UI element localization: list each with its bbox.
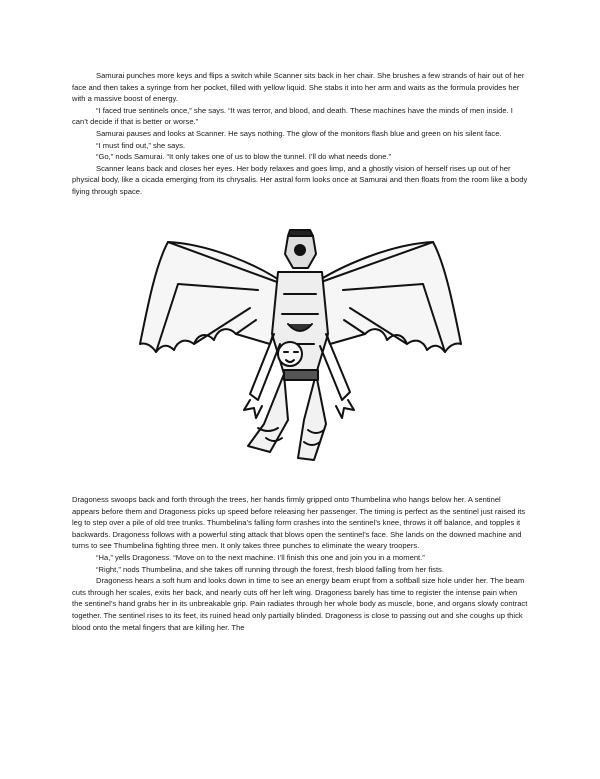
paragraph: Samurai punches more keys and flips a switch while Scanner sits back in her chair. She brushes a few strands of hair out of her face and then takes a syringe from her pocket, filled with yellow liquid. She stabs it into her arm and waits as the formula provides her with a massive boost of energy. [72, 71, 525, 104]
paragraph: “Go,” nods Samurai. “It only takes one of us to blow the tunnel. I’ll do what needs done.” [96, 152, 392, 162]
top-text-block [72, 70, 528, 198]
winged-figure-illustration [138, 224, 463, 486]
bottom-text-block [72, 494, 528, 633]
paragraph: Samurai pauses and looks at Scanner. He says nothing. The glow of the monitors flash blue and green on his silent face. [96, 128, 502, 138]
paragraph: “Ha,” yells Dragoness. “Move on to the next machine. I’ll finish this one and join you in a moment.” [96, 552, 425, 562]
paragraph: Scanner leans back and closes her eyes. Her body relaxes and goes limp, and a ghostly vision of herself rises up out of her physical body, like a cicada emerging from its chrysalis. Her astral form looks once at Samurai and then floats from the room like a body flying through space. [72, 163, 528, 196]
paragraph: “Right,” nods Thumbelina, and she takes off running through the forest, fresh blood falling from her fists. [96, 564, 444, 574]
paragraph: Dragoness hears a soft hum and looks down in time to see an energy beam erupt from a softball size hole under her. The beam cuts through her scales, exits her back, and nearly cuts off her left wing. Dragoness barely has time to register the intense pain when the sentinel’s hand grabs her in its unbreakable grip. Pain radiates through her whole body as muscle, bone, and organs slowly contract together. The sentinel rises to its feet, its ruined head only partially blinded. Dragoness is close to passing out and she coughs up thick blood onto the metal fingers that are killing her. The [72, 576, 528, 632]
paragraph: “I must find out,” she says. [96, 140, 186, 150]
paragraph: “I faced true sentinels once,” she says. “It was terror, and blood, and death. These machines have the minds of men inside. I can’t decide if that is better or worse.” [72, 105, 513, 127]
paragraph: Dragoness swoops back and forth through the trees, her hands firmly gripped onto Thumbelina who hangs below her. A sentinel appears before them and Dragoness picks up speed before releasing her passenger. The timing is perfect as the sentinel just raised its leg to step over a pile of old tree trunks. Thumbelina’s falling form crashes into the sentinel’s knee, throws it off balance, and topples it backwards. Dragoness follows with a powerful sting attack that blows open the sentinel’s face. She lands on the downed machine and turns to see Thumbelina fighting three men. It only takes three punches to eliminate the weary troopers. [72, 495, 526, 551]
